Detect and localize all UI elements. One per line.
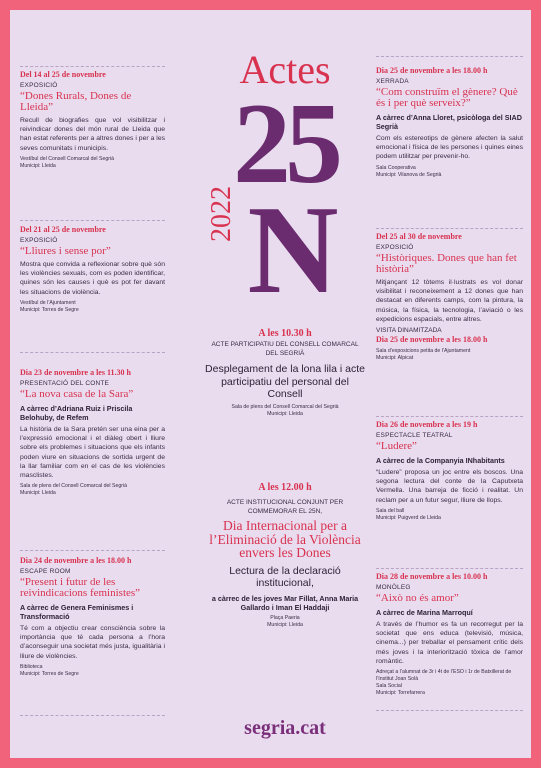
event-description: Mostra que convida a reflexionar sobre què són les violències sexuals, com es poden identificar, quines són les causes i què es pot fer davant les situacions de violència. [20, 261, 165, 296]
event-description: Mitjançant 12 tòtems il·lustrats es vol donar visibilitat i reconeixement a 12 dones que han destacat en diferents camps, com la pintura, la música, la física, la tecnologia, l’aviació o les expedicions espacials, entre altres. [376, 279, 523, 323]
left-column [20, 10, 165, 758]
divider [376, 568, 523, 569]
event-description: A través de l’humor es fa un recorregut per la societat que ens educa (televisió, música, cinema...) per treballar el pensament crític dels més joves i la interiorització tòxica de l’amor romàntic. [376, 621, 523, 665]
divider [376, 228, 523, 229]
event-date: Dia 24 de novembre a les 18.00 h [20, 556, 132, 565]
event-title: “Això no és amor” [376, 592, 459, 604]
event-type: EXPOSICIÓ [376, 244, 414, 251]
event-type: ESPECTACLE TEATRAL [376, 432, 453, 439]
event-aixo-no-es-amor [376, 572, 523, 697]
right-column [376, 10, 523, 758]
event-description: Té com a objectiu crear consciència sobre la importància que té cada persona a l’hora d’aconseguir una societat més justa, igualitària i lliure de violències. [20, 625, 165, 660]
event-venue: Sala Cooperativa [376, 164, 416, 171]
event-venue: Sala del ball [376, 507, 405, 514]
divider [20, 352, 165, 353]
event-type: ACTE PARTICIPATIU DEL CONSELL COMARCAL DEL SEGRIÀ [211, 341, 359, 357]
event-municipality: Municipi: Vilanova de Segrià [376, 171, 442, 178]
event-date: Dia 28 de novembre a les 10.00 h [376, 572, 488, 581]
poster [10, 10, 531, 758]
event-audience: Adreçat a l’alumnat de 3r i 4t de l’ESO i 1r de Batxillerat de l’Institut Joan Solà [376, 669, 512, 683]
event-dones-rurals [20, 70, 165, 170]
event-venue: Sala de plens del Consell Comarcal del Segrià [20, 483, 127, 490]
event-municipality: Municipi: Lleida [20, 162, 56, 169]
divider [376, 56, 523, 57]
event-nova-casa-sara [20, 368, 165, 497]
event-date: Dia 25 de novembre a les 18.00 h [376, 66, 488, 75]
footer-website: segria.cat [244, 717, 326, 739]
event-time: A les 12.00 h [258, 482, 312, 493]
event-description: Recull de biografies que vol visibilitzar i reivindicar dones del món rural de Lleida que han estat referents per a altres dones i per a les seves comunitats i municipis. [20, 117, 165, 152]
event-authors: a càrrec de les joves Mar Fillat, Anna Maria Gallardo i Iman El Haddaji [211, 593, 359, 612]
event-venue: Biblioteca [20, 663, 43, 670]
event-description: La història de la Sara pretén ser una eina per a l’expressió emocional i el diàleg obert i lliure sobre els problemes i situacions que els infants poden viure en situacions de sortida urgent de la llar familiar com en el cas de les violències masclistes. [20, 426, 165, 480]
event-title: “Històriques. Dones que han fet història” [376, 252, 517, 275]
event-type: XERRADA [376, 78, 409, 85]
event-municipality: Municipi: Lleida [20, 490, 56, 497]
event-municipality: Municipi: Torres de Segre [20, 670, 79, 677]
divider [20, 550, 165, 551]
event-venue: Sala d’exposicions petita de l’Ajuntament [376, 348, 471, 355]
event-author: A càrrec de Marina Marroquí [376, 608, 473, 617]
event-date: Del 21 al 25 de novembre [20, 225, 106, 234]
divider [376, 416, 523, 417]
event-escape-room [20, 556, 165, 678]
event-municipality: Municipi: Lleida [267, 621, 303, 628]
event-date: Del 25 al 30 de novembre [376, 232, 462, 241]
event-title: “Com construïm el gènere? Què és i per què serveix?” [376, 86, 518, 109]
event-title: “La nova casa de la Sara” [20, 388, 134, 400]
event-title: “Lliures i sense por” [20, 245, 111, 257]
event-date: Dia 23 de novembre a les 11.30 h [20, 368, 131, 377]
center-column [205, 10, 365, 758]
center-event-10-30 [205, 328, 365, 418]
event-municipality: Municipi: Alpicat [376, 355, 414, 362]
event-municipality: Municipi: Torrefarrera [376, 690, 425, 697]
event-date: Del 14 al 25 de novembre [20, 70, 106, 79]
event-historiques [376, 232, 523, 362]
event-subdate: Dia 25 de novembre a les 18.00 h [376, 335, 488, 345]
event-author: A càrrec de Genera Feminismes i Transformació [20, 603, 134, 621]
event-description: Com els estereotips de gènere afecten la salut emocional i física de les persones i quines eines podem utilitzar per prevenir-ho. [376, 135, 523, 161]
heading-25: 25 [233, 80, 337, 208]
heading-n: N [247, 181, 339, 320]
heading-year: 2022 [206, 186, 237, 242]
divider [376, 710, 523, 711]
event-venue: Vestíbul de l’Ajuntament [20, 299, 76, 306]
event-time: A les 10.30 h [258, 328, 312, 339]
divider [20, 715, 165, 716]
event-com-construim-genere [376, 66, 523, 179]
event-main: Lectura de la declaració institucional, [229, 564, 341, 589]
event-type: EXPOSICIÓ [20, 82, 58, 89]
event-type: ESCAPE ROOM [20, 568, 71, 575]
event-author: A càrrec d’Adriana Ruiz i Priscila Belohuby, de Refem [20, 404, 133, 422]
event-type: MONÒLEG [376, 584, 411, 591]
event-venue: Plaça Paeria [270, 614, 300, 621]
event-main: Desplegament de la lona lila i acte participatiu del personal del Consell [205, 363, 365, 400]
event-ludere [376, 420, 523, 522]
event-type: EXPOSICIÓ [20, 237, 58, 244]
event-date: Dia 26 de novembre a les 19 h [376, 420, 478, 429]
event-municipality: Municipi: Lleida [267, 410, 303, 417]
event-title: “Present i futur de les reivindicacions feministes” [20, 576, 141, 599]
heading-actes: Actes [239, 47, 331, 92]
event-title: Dia Internacional per a l’Eliminació de la Violència envers les Dones [209, 518, 361, 560]
event-author: A càrrec d’Anna Lloret, psicòloga del SIAD Segrià [376, 113, 522, 131]
event-title: “Dones Rurals, Dones de Lleida” [20, 90, 132, 113]
event-subtype: VISITA DINAMITZADA [376, 327, 442, 335]
event-venue: Sala de plens del Consell Comarcal del Segrià [231, 403, 339, 410]
event-municipality: Municipi: Torres de Segre [20, 306, 79, 313]
event-venue: Vestíbul del Consell Comarcal del Segrià [20, 155, 114, 162]
event-author: A càrrec de la Companyia INhabitants [376, 456, 505, 465]
event-lliures-sense-por [20, 225, 165, 314]
event-municipality: Municipi: Puigverd de Lleida [376, 514, 441, 521]
center-event-12-00 [205, 482, 365, 629]
event-venue: Sala Social [376, 683, 402, 690]
event-type: PRESENTACIÓ DEL CONTE [20, 380, 110, 387]
event-description: “Ludere” proposa un joc entre els boscos. Una segona lectura del conte de la Caputxeta Vermella. Una barreja de ficció i realitat. Un reclam per a un futur segur, lliure de llops. [376, 469, 523, 504]
divider [20, 66, 165, 67]
event-type: ACTE INSTITUCIONAL CONJUNT PER COMMEMORAR EL 25N, [226, 499, 344, 515]
event-title: “Ludere” [376, 440, 417, 452]
divider [20, 220, 165, 221]
